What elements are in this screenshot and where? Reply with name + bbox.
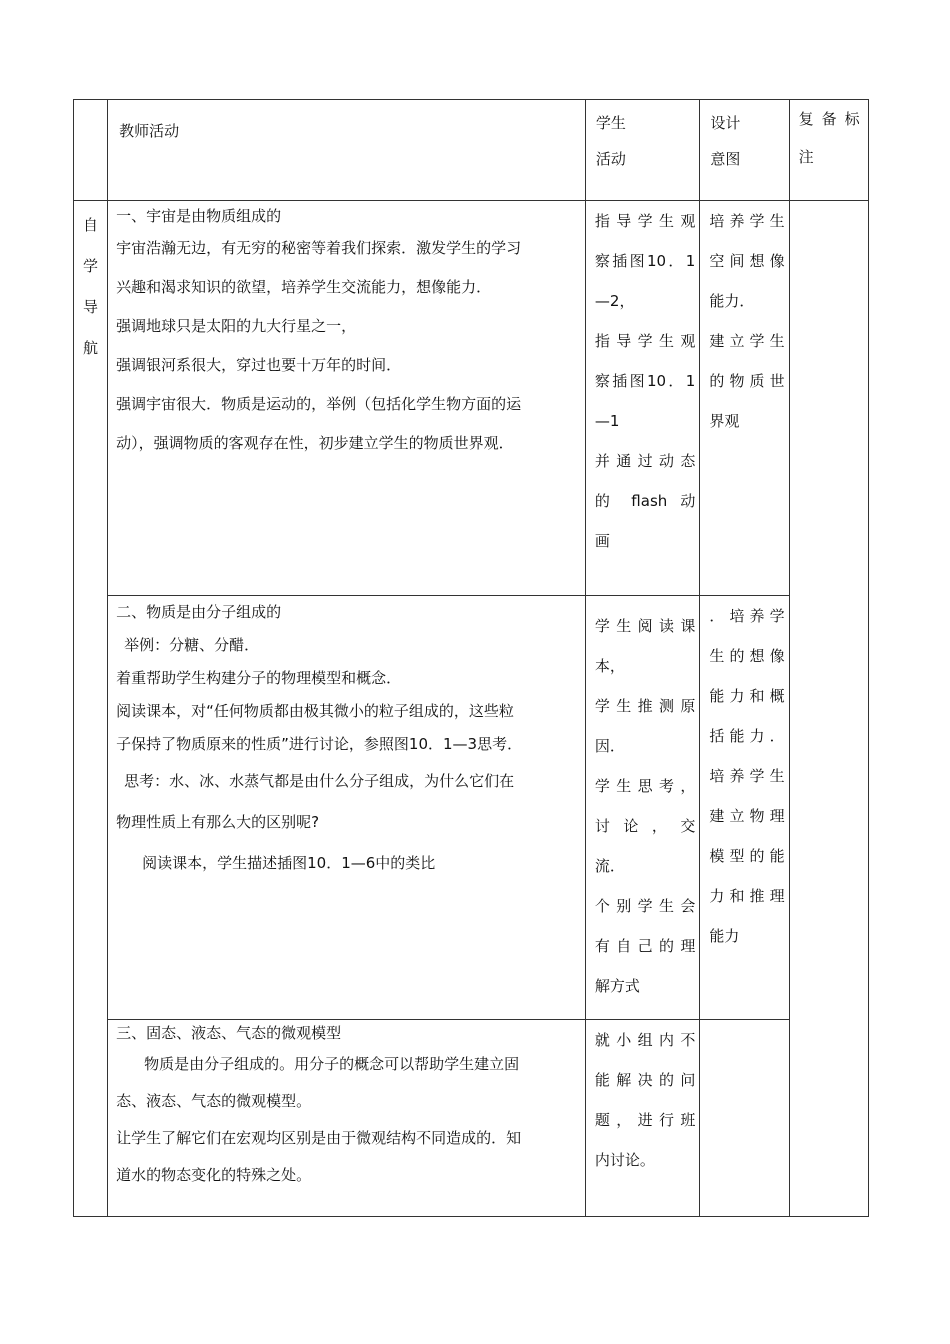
teacher-line: 兴趣和渴求知识的欲望，培养学生交流能力，想像能力． — [116, 278, 492, 296]
teacher-line: 着重帮助学生构建分子的物理模型和概念． — [116, 669, 402, 687]
student-activity-cell-2 — [585, 596, 699, 1020]
student-line: 讨论，交 — [594, 817, 696, 835]
design-line: 括能力． — [709, 727, 785, 745]
design-line: 的物质世 — [709, 372, 785, 390]
student-line: 的 flash 动 — [594, 492, 696, 510]
design-line: 模型的能 — [709, 847, 785, 865]
side-label — [74, 201, 108, 1217]
teacher-line: 动），强调物质的客观存在性，初步建立学生的物质世界观． — [116, 434, 514, 452]
student-activity-cell-3 — [585, 1020, 699, 1217]
header-design-line: 设计 — [710, 114, 741, 132]
section-heading: 二、物质是由分子组成的 — [116, 603, 282, 621]
teacher-line: 子保持了物质原来的性质”进行讨论，参照图10．1—3思考． — [116, 735, 523, 753]
header-blank-cell — [74, 100, 108, 201]
design-line: 力和推理 — [709, 887, 785, 905]
design-line: 能力． — [709, 292, 755, 310]
student-line: —1 — [594, 412, 620, 430]
review-note-cell — [789, 201, 868, 1217]
student-line: 并通过动态 — [594, 452, 696, 470]
design-intent-cell-1 — [700, 201, 789, 596]
design-line: 建立学生 — [709, 332, 785, 350]
student-line: 因． — [594, 737, 625, 755]
design-intent-cell-3 — [700, 1020, 789, 1217]
student-line: 内讨论。 — [594, 1151, 655, 1169]
header-student-line: 活动 — [595, 150, 626, 168]
design-line: 界观 — [709, 412, 740, 430]
teacher-line: 强调地球只是太阳的九大行星之一， — [116, 317, 357, 335]
lesson-plan-table — [73, 99, 869, 1217]
student-line: 流． — [594, 857, 625, 875]
design-line: 培养学生 — [709, 767, 785, 785]
side-label-char: 学 — [83, 257, 99, 275]
side-label-char: 航 — [83, 339, 99, 357]
teacher-line: 宇宙浩瀚无边，有无穷的秘密等着我们探索．激发学生的学习 — [116, 239, 522, 257]
design-line: 能力 — [709, 927, 740, 945]
header-note-line: 复备标 — [798, 110, 868, 128]
header-row — [74, 100, 869, 201]
side-label-char: 导 — [83, 298, 99, 316]
teacher-line: 举例：分糖、分醋． — [124, 636, 260, 654]
header-student-line: 学生 — [595, 114, 626, 132]
student-line: 指导学生观 — [594, 332, 696, 350]
teacher-activity-cell-1 — [108, 201, 586, 596]
student-line: 个别学生会 — [594, 897, 696, 915]
side-label-char: 自 — [83, 216, 99, 234]
student-line: 本， — [594, 657, 625, 675]
design-line: 能力和概 — [709, 687, 785, 705]
header-note-line: 注 — [798, 148, 822, 166]
teacher-line: 阅读课本，学生描述插图10．1—6中的类比 — [142, 854, 436, 872]
section-heading: 一、宇宙是由物质组成的 — [116, 207, 282, 225]
student-line: 题，进行班 — [594, 1111, 696, 1129]
teacher-line: 强调宇宙很大．物质是运动的，举例（包括化学生物方面的运 — [116, 395, 522, 413]
design-line: 建立物理 — [709, 807, 785, 825]
header-student-activity — [585, 100, 699, 201]
teacher-line: 物理性质上有那么大的区别呢? — [116, 813, 320, 831]
header-design-line: 意图 — [710, 150, 741, 168]
student-line: 学生思考， — [594, 777, 696, 795]
teacher-line: 物质是由分子组成的。用分子的概念可以帮助学生建立固 — [144, 1055, 520, 1073]
design-line: 培养学生 — [709, 212, 785, 230]
student-activity-cell-1 — [585, 201, 699, 596]
teacher-line: 态、液态、气态的微观模型。 — [116, 1092, 312, 1110]
student-line: 解方式 — [594, 977, 640, 995]
student-line: 画 — [594, 532, 610, 550]
teacher-line: 道水的物态变化的特殊之处。 — [116, 1166, 312, 1184]
section-heading: 三、固态、液态、气态的微观模型 — [116, 1024, 342, 1042]
student-line: 学生阅读课 — [594, 617, 696, 635]
header-design-intent — [700, 100, 789, 201]
design-line: 空间想像 — [709, 252, 785, 270]
student-line: 察插图10．1 — [594, 372, 696, 390]
student-line: 有自己的理 — [594, 937, 696, 955]
section-row-2 — [74, 596, 869, 1020]
student-line: 就小组内不 — [594, 1031, 696, 1049]
teacher-line: 阅读课本，对“任何物质都由极其微小的粒子组成的，这些粒 — [116, 702, 514, 720]
header-review-note — [789, 100, 868, 201]
teacher-line: 让学生了解它们在宏观均区别是由于微观结构不同造成的．知 — [116, 1129, 522, 1147]
student-line: 能解决的问 — [594, 1071, 696, 1089]
teacher-activity-cell-2 — [108, 596, 586, 1020]
teacher-line: 强调银河系很大，穿过也要十万年的时间． — [116, 356, 402, 374]
design-line: 生的想像 — [709, 647, 785, 665]
section-row-1 — [74, 201, 869, 596]
teacher-activity-cell-3 — [108, 1020, 586, 1217]
student-line: —2， — [594, 292, 635, 310]
header-teacher-activity: 教师活动 — [108, 100, 586, 201]
design-intent-cell-2 — [700, 596, 789, 1020]
design-line: ．培养学 — [709, 607, 785, 625]
student-line: 察插图10．1 — [594, 252, 696, 270]
section-row-3 — [74, 1020, 869, 1217]
student-line: 学生推测原 — [594, 697, 696, 715]
teacher-line: 思考：水、冰、水蒸气都是由什么分子组成，为什么它们在 — [124, 772, 515, 790]
student-line: 指导学生观 — [594, 212, 696, 230]
